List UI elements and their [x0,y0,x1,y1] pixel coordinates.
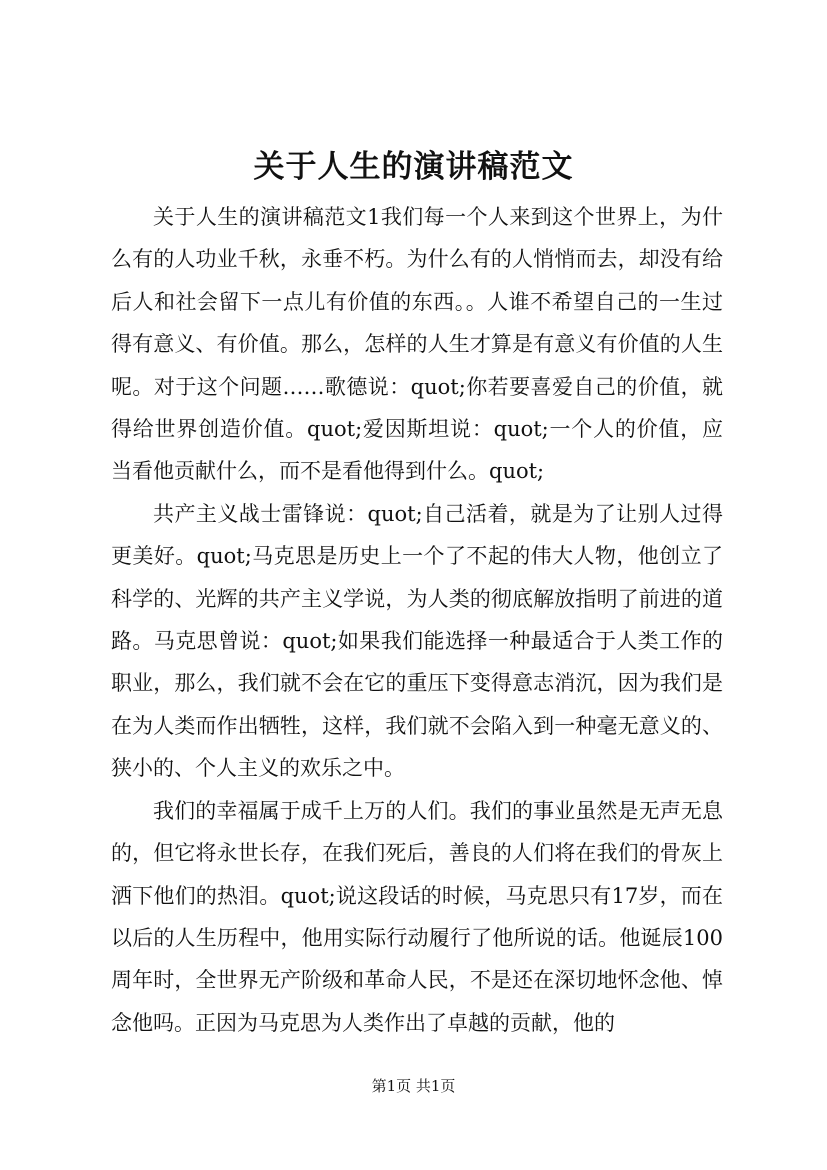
paragraph: 共产主义战士雷锋说：quot;自己活着，就是为了让别人过得更美好。quot;马克思是历史上一个了不起的伟大人物，他创立了科学的、光辉的共产主义学说，为人类的彻底解放指明了前进的道路。马克思曾说：quot;如果我们能选择一种最适合于人类工作的职业，那么，我们就不会在它的重压下变得意志消沉，因为我们是在为人类而作出牺牲，这样，我们就不会陷入到一种毫无意义的、狭小的、个人主义的欢乐之中。 [111,501,723,781]
paragraph: 我们的幸福属于成千上万的人们。我们的事业虽然是无声无息的，但它将永世长存，在我们死后，善良的人们将在我们的骨灰上洒下他们的热泪。quot;说这段话的时候，马克思只有17岁，而在以后的人生历程中，他用实际行动履行了他所说的话。他诞辰100周年时，全世界无产阶级和革命人民，不是还在深切地怀念他、悼念他吗。正因为马克思为人类作出了卓越的贡献，他的 [111,798,723,1035]
paragraph: 关于人生的演讲稿范文1我们每一个人来到这个世界上，为什么有的人功业千秋，永垂不朽。为什么有的人悄悄而去，却没有给后人和社会留下一点儿有价值的东西。。人谁不希望自己的一生过得有意义、有价值。那么，怎样的人生才算是有意义有价值的人生呢。对于这个问题……歌德说：quot;你若要喜爱自己的价值，就得给世界创造价值。quot;爱因斯坦说：quot;一个人的价值，应当看他贡献什么，而不是看他得到什么。quot; [111,205,723,484]
page-footer: 第1页 共1页 [371,1077,456,1095]
document-title: 关于人生的演讲稿范文 [253,149,574,185]
document-body [111,196,723,1044]
